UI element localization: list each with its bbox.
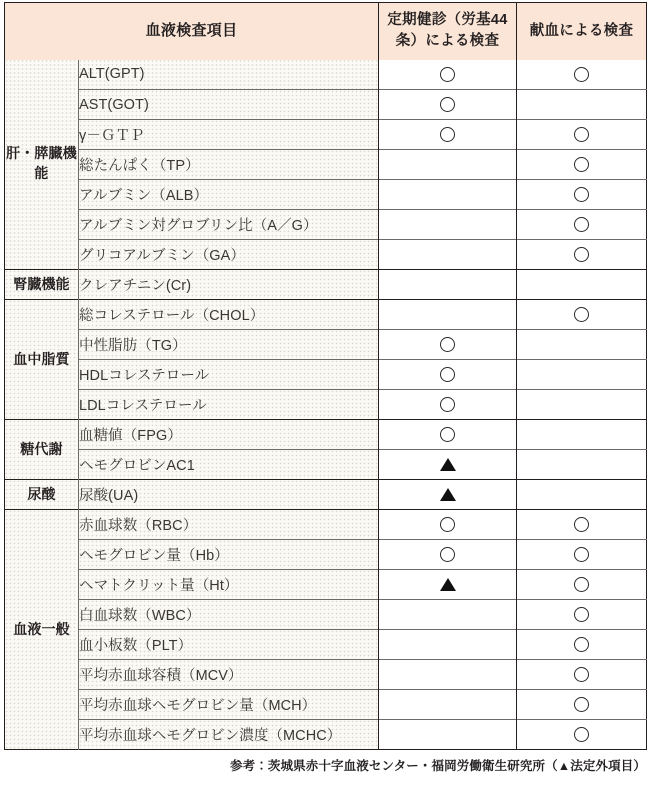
periodic-exam-marker-cell bbox=[379, 240, 517, 270]
circle-icon bbox=[440, 127, 455, 142]
table-row bbox=[5, 660, 647, 690]
table-row bbox=[5, 270, 647, 300]
periodic-exam-marker-cell bbox=[379, 300, 517, 330]
table-row bbox=[5, 510, 647, 540]
table-header bbox=[5, 3, 647, 60]
circle-icon bbox=[574, 67, 589, 82]
triangle-icon bbox=[440, 488, 456, 501]
table-row bbox=[5, 240, 647, 270]
blood-donation-marker-cell bbox=[517, 450, 647, 480]
test-item-cell: ALT(GPT) bbox=[79, 60, 379, 90]
periodic-exam-marker-cell bbox=[379, 540, 517, 570]
blood-donation-marker-cell bbox=[517, 360, 647, 390]
table-row bbox=[5, 330, 647, 360]
triangle-icon bbox=[440, 458, 456, 471]
category-cell: 肝・膵臓機能 bbox=[5, 60, 79, 270]
blood-donation-marker-cell bbox=[517, 270, 647, 300]
blood-donation-marker-cell bbox=[517, 420, 647, 450]
periodic-exam-marker-cell bbox=[379, 270, 517, 300]
footnote-source: 参考：茨城県赤十字血液センター・福岡労働衛生研究所（▲法定外項目） bbox=[230, 759, 646, 773]
blood-donation-marker-cell bbox=[517, 720, 647, 750]
periodic-exam-marker-cell bbox=[379, 480, 517, 510]
periodic-exam-marker-cell bbox=[379, 150, 517, 180]
table-row bbox=[5, 600, 647, 630]
periodic-exam-marker-cell bbox=[379, 390, 517, 420]
header-blood-donation-column: 献血による検査 bbox=[517, 3, 647, 60]
periodic-exam-marker-cell bbox=[379, 630, 517, 660]
table-row bbox=[5, 450, 647, 480]
periodic-exam-marker-cell bbox=[379, 450, 517, 480]
circle-icon bbox=[574, 187, 589, 202]
periodic-exam-marker-cell bbox=[379, 120, 517, 150]
test-item-cell: クレアチニン(Cr) bbox=[79, 270, 379, 300]
test-item-cell: LDLコレステロール bbox=[79, 390, 379, 420]
table-row bbox=[5, 480, 647, 510]
table-row bbox=[5, 690, 647, 720]
circle-icon bbox=[574, 517, 589, 532]
circle-icon bbox=[574, 247, 589, 262]
circle-icon bbox=[574, 637, 589, 652]
test-item-cell: 赤血球数（RBC） bbox=[79, 510, 379, 540]
periodic-exam-marker-cell bbox=[379, 690, 517, 720]
periodic-exam-marker-cell bbox=[379, 360, 517, 390]
blood-donation-marker-cell bbox=[517, 630, 647, 660]
table-row bbox=[5, 60, 647, 90]
blood-donation-marker-cell bbox=[517, 300, 647, 330]
circle-icon bbox=[574, 577, 589, 592]
category-cell: 血液一般 bbox=[5, 510, 79, 750]
blood-donation-marker-cell bbox=[517, 210, 647, 240]
blood-donation-marker-cell bbox=[517, 60, 647, 90]
test-item-cell: γ－ＧＴＰ bbox=[79, 120, 379, 150]
blood-donation-marker-cell bbox=[517, 690, 647, 720]
periodic-exam-marker-cell bbox=[379, 660, 517, 690]
test-item-cell: 中性脂肪（TG） bbox=[79, 330, 379, 360]
category-cell: 血中脂質 bbox=[5, 300, 79, 420]
blood-donation-marker-cell bbox=[517, 600, 647, 630]
test-item-cell: 血小板数（PLT） bbox=[79, 630, 379, 660]
test-item-cell: 平均赤血球容積（MCV） bbox=[79, 660, 379, 690]
table-row bbox=[5, 210, 647, 240]
circle-icon bbox=[574, 157, 589, 172]
table-row bbox=[5, 540, 647, 570]
blood-donation-marker-cell bbox=[517, 120, 647, 150]
test-item-cell: AST(GOT) bbox=[79, 90, 379, 120]
circle-icon bbox=[574, 127, 589, 142]
circle-icon bbox=[574, 547, 589, 562]
header-periodic-exam-column: 定期健診（労基44条）による検査 bbox=[379, 3, 517, 60]
circle-icon bbox=[440, 97, 455, 112]
blood-test-table bbox=[4, 2, 647, 750]
test-item-cell: ヘマトクリット量（Ht） bbox=[79, 570, 379, 600]
test-item-cell: 尿酸(UA) bbox=[79, 480, 379, 510]
blood-donation-marker-cell bbox=[517, 570, 647, 600]
table-row bbox=[5, 570, 647, 600]
circle-icon bbox=[440, 397, 455, 412]
table-row bbox=[5, 720, 647, 750]
table-row bbox=[5, 150, 647, 180]
test-item-cell: HDLコレステロール bbox=[79, 360, 379, 390]
circle-icon bbox=[574, 697, 589, 712]
table-row bbox=[5, 120, 647, 150]
circle-icon bbox=[440, 337, 455, 352]
circle-icon bbox=[440, 67, 455, 82]
test-item-cell: 平均赤血球ヘモグロビン量（MCH） bbox=[79, 690, 379, 720]
periodic-exam-marker-cell bbox=[379, 600, 517, 630]
circle-icon bbox=[574, 667, 589, 682]
periodic-exam-marker-cell bbox=[379, 420, 517, 450]
blood-donation-marker-cell bbox=[517, 480, 647, 510]
blood-donation-marker-cell bbox=[517, 540, 647, 570]
category-cell: 糖代謝 bbox=[5, 420, 79, 480]
test-item-cell: ヘモグロビン量（Hb） bbox=[79, 540, 379, 570]
test-item-cell: アルブミン（ALB） bbox=[79, 180, 379, 210]
header-row bbox=[5, 3, 647, 60]
category-cell: 尿酸 bbox=[5, 480, 79, 510]
periodic-exam-marker-cell bbox=[379, 210, 517, 240]
test-item-cell: 総コレステロール（CHOL） bbox=[79, 300, 379, 330]
periodic-exam-marker-cell bbox=[379, 570, 517, 600]
blood-donation-marker-cell bbox=[517, 330, 647, 360]
periodic-exam-marker-cell bbox=[379, 330, 517, 360]
table-row bbox=[5, 630, 647, 660]
blood-donation-marker-cell bbox=[517, 150, 647, 180]
circle-icon bbox=[574, 217, 589, 232]
circle-icon bbox=[440, 427, 455, 442]
blood-donation-marker-cell bbox=[517, 90, 647, 120]
table-row bbox=[5, 390, 647, 420]
blood-donation-marker-cell bbox=[517, 510, 647, 540]
circle-icon bbox=[440, 367, 455, 382]
table-row bbox=[5, 180, 647, 210]
test-item-cell: 白血球数（WBC） bbox=[79, 600, 379, 630]
header-item-column: 血液検査項目 bbox=[5, 3, 379, 60]
test-item-cell: 平均赤血球ヘモグロビン濃度（MCHC） bbox=[79, 720, 379, 750]
blood-donation-marker-cell bbox=[517, 240, 647, 270]
blood-donation-marker-cell bbox=[517, 180, 647, 210]
periodic-exam-marker-cell bbox=[379, 180, 517, 210]
circle-icon bbox=[574, 307, 589, 322]
table-row bbox=[5, 420, 647, 450]
periodic-exam-marker-cell bbox=[379, 60, 517, 90]
circle-icon bbox=[440, 517, 455, 532]
blood-donation-marker-cell bbox=[517, 660, 647, 690]
table-row bbox=[5, 360, 647, 390]
test-item-cell: 血糖値（FPG） bbox=[79, 420, 379, 450]
circle-icon bbox=[574, 607, 589, 622]
table-row bbox=[5, 90, 647, 120]
circle-icon bbox=[440, 547, 455, 562]
table-body bbox=[5, 60, 647, 750]
test-item-cell: グリコアルブミン（GA） bbox=[79, 240, 379, 270]
periodic-exam-marker-cell bbox=[379, 720, 517, 750]
periodic-exam-marker-cell bbox=[379, 90, 517, 120]
triangle-icon bbox=[440, 578, 456, 591]
test-item-cell: ヘモグロビンAC1 bbox=[79, 450, 379, 480]
table-row bbox=[5, 300, 647, 330]
test-item-cell: アルブミン対グロブリン比（A／G） bbox=[79, 210, 379, 240]
test-item-cell: 総たんぱく（TP） bbox=[79, 150, 379, 180]
periodic-exam-marker-cell bbox=[379, 510, 517, 540]
circle-icon bbox=[574, 727, 589, 742]
category-cell: 腎臓機能 bbox=[5, 270, 79, 300]
blood-donation-marker-cell bbox=[517, 390, 647, 420]
